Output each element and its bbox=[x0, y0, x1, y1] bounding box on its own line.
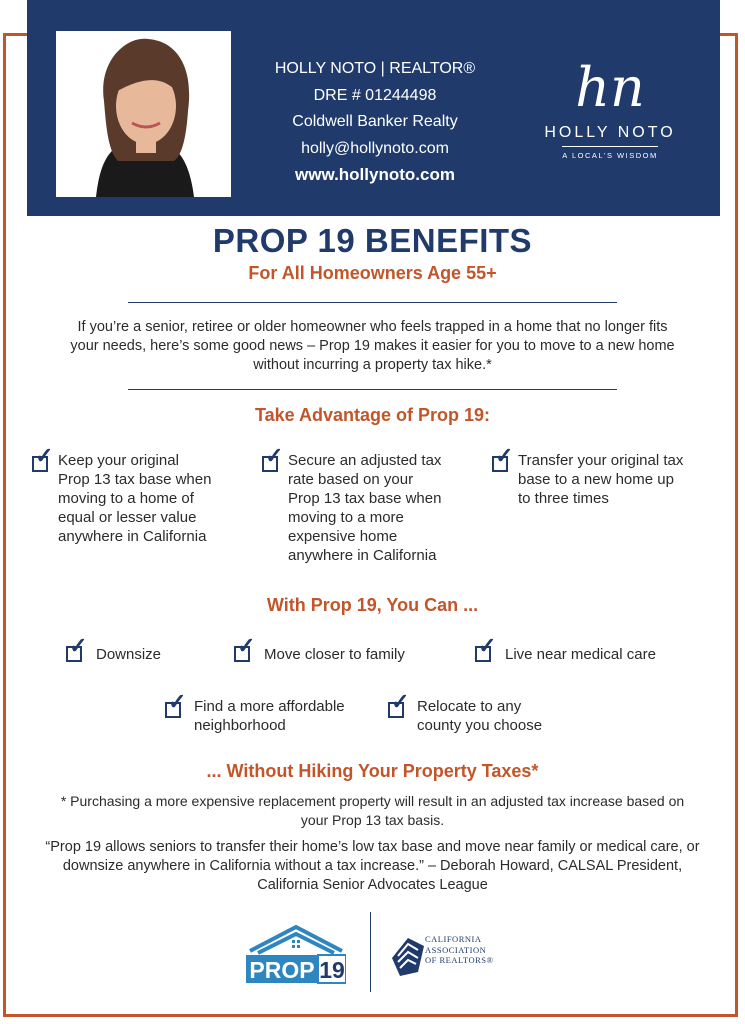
can-do-item: Move closer to family bbox=[264, 646, 405, 663]
can-do-heading: With Prop 19, You Can ... bbox=[266, 595, 479, 615]
contact-block bbox=[240, 56, 510, 189]
prop19-logo bbox=[246, 925, 346, 985]
svg-text:19: 19 bbox=[319, 957, 345, 983]
can-do-item: Relocate to any county you choose bbox=[417, 698, 543, 734]
advantage-item: Keep your original Prop 13 tax base when moving to a home of equal or lesser value anywhere in California bbox=[58, 452, 212, 545]
checkbox-icon: ✓ bbox=[165, 697, 187, 719]
car-logo-text: CALIFORNIA ASSOCIATION OF REALTORS® bbox=[425, 934, 494, 965]
logo-monogram: hn bbox=[575, 56, 645, 119]
agent-photo bbox=[56, 31, 231, 197]
checkbox-icon: ✓ bbox=[475, 641, 497, 663]
intro-paragraph: If you’re a senior, retiree or older homeowner who feels trapped in a home that no longer fits your needs, here’s some good news – Prop 19 makes it easier for you to move to a new home without incurring a property tax hike.* bbox=[70, 319, 675, 373]
checkbox-icon: ✓ bbox=[388, 697, 410, 719]
checkbox-icon: ✓ bbox=[234, 641, 256, 663]
website-link[interactable]: www.hollynoto.com bbox=[295, 165, 455, 184]
divider-bottom bbox=[128, 389, 617, 390]
footnote: * Purchasing a more expensive replacement property will result in an adjusted tax increase based on your Prop 13 tax basis. bbox=[60, 793, 685, 828]
dre-number: DRE # 01244498 bbox=[313, 86, 437, 104]
page-subtitle: For All Homeowners Age 55+ bbox=[248, 263, 497, 283]
checkbox-icon: ✓ bbox=[32, 451, 54, 473]
checkbox-icon: ✓ bbox=[492, 451, 514, 473]
footer-divider bbox=[370, 912, 371, 992]
divider-top bbox=[128, 302, 617, 303]
checkbox-icon: ✓ bbox=[262, 451, 284, 473]
advantage-item: Secure an adjusted tax rate based on your Prop 13 tax base when moving to a more expensive home anywhere in California bbox=[288, 452, 442, 564]
holly-noto-logo bbox=[515, 56, 705, 185]
company-name: Coldwell Banker Realty bbox=[292, 113, 458, 130]
advantages-heading: Take Advantage of Prop 19: bbox=[254, 405, 491, 425]
page-title: PROP 19 BENEFITS bbox=[212, 222, 533, 259]
logo-name: HOLLY NOTO bbox=[544, 124, 676, 141]
without-heading: ... Without Hiking Your Property Taxes* bbox=[206, 761, 539, 781]
advantage-item: Transfer your original tax base to a new home up to three times bbox=[518, 452, 684, 507]
email-link[interactable]: holly@hollynoto.com bbox=[301, 139, 449, 157]
logo-tagline: A LOCAL'S WISDOM bbox=[562, 146, 657, 160]
can-do-item: Downsize bbox=[96, 646, 162, 663]
agent-name: HOLLY NOTO | REALTOR® bbox=[274, 60, 476, 77]
checkbox-icon: ✓ bbox=[66, 641, 88, 663]
can-do-item: Find a more affordable neighborhood bbox=[194, 698, 345, 734]
quote-paragraph: “Prop 19 allows seniors to transfer their home’s low tax base and move near family or medical care, or downsize anywhere in California without a tax increase.” – Deborah Howard, CALSAL President, California Senior Advocates League bbox=[45, 839, 700, 893]
svg-text:PROP: PROP bbox=[249, 957, 315, 983]
can-do-item: Live near medical care bbox=[505, 646, 656, 663]
